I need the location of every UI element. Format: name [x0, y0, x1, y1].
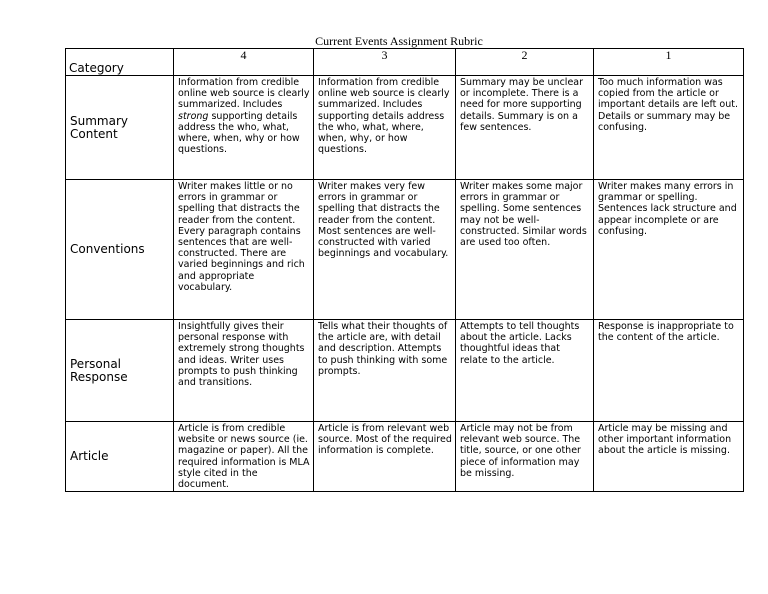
level-header-3: 3 — [314, 49, 456, 76]
category-label: Summary — [70, 113, 128, 128]
criteria-cell: Too much information was copied from the article or important details are left out. Details or summary may be confusing. — [594, 76, 744, 180]
criteria-cell: Response is inappropriate to the content of the article. — [594, 320, 744, 422]
rubric-table — [65, 48, 744, 492]
category-label: Response — [70, 369, 128, 384]
criteria-cell: Article may not be from relevant web source. The title, source, or one other piece of information may be missing. — [456, 422, 594, 492]
criteria-cell: Article is from credible website or news source (ie. magazine or paper). All the required information is MLA style cited in the document. — [174, 422, 314, 492]
criteria-cell: Writer makes many errors in grammar or spelling. Sentences lack structure and appear incomplete or are confusing. — [594, 180, 744, 320]
level-header-4: 4 — [174, 49, 314, 76]
criteria-cell: Writer makes little or no errors in grammar or spelling that distracts the reader from the content. Every paragraph contains sentences that are well-constructed. There are varied beginnings and rich and appropriate vocabulary. — [174, 180, 314, 320]
category-conventions: Conventions — [66, 180, 174, 320]
row-personal-response — [66, 320, 744, 422]
criteria-cell: Article may be missing and other important information about the article is missing. — [594, 422, 744, 492]
row-conventions — [66, 180, 744, 320]
category-article: Article — [66, 422, 174, 492]
criteria-cell: Insightfully gives their personal response with extremely strong thoughts and ideas. Writer uses prompts to push thinking and transitions. — [174, 320, 314, 422]
criteria-cell: Summary may be unclear or incomplete. There is a need for more supporting details. Summary is on a few sentences. — [456, 76, 594, 180]
category-header: Category — [66, 49, 174, 76]
criteria-cell: Writer makes very few errors in grammar or spelling that distracts the reader from the content. Most sentences are well-constructed with varied beginnings and vocabulary. — [314, 180, 456, 320]
level-header-1: 1 — [594, 49, 744, 76]
emphasis-text: strong — [178, 110, 209, 122]
level-header-2: 2 — [456, 49, 594, 76]
category-personal-response — [66, 320, 174, 422]
category-label: Content — [70, 126, 118, 141]
criteria-cell: Attempts to tell thoughts about the article. Lacks thoughtful ideas that relate to the article. — [456, 320, 594, 422]
rubric-title: Current Events Assignment Rubric — [315, 34, 483, 48]
criteria-cell: Information from credible online web source is clearly summarized. Includes strong supporting details address the who, what, where, when, why or how questions. — [174, 76, 314, 180]
criteria-cell: Tells what their thoughts of the article are, with detail and description. Attempts to push thinking with some prompts. — [314, 320, 456, 422]
category-label: Personal — [70, 356, 122, 371]
header-row — [66, 49, 744, 76]
criteria-cell: Article is from relevant web source. Most of the required information is complete. — [314, 422, 456, 492]
category-summary-content — [66, 76, 174, 180]
criteria-cell: Information from credible online web source is clearly summarized. Includes supporting details address the who, what, where, when, why, or how questions. — [314, 76, 456, 180]
row-summary-content — [66, 76, 744, 180]
row-article — [66, 422, 744, 492]
criteria-cell: Writer makes some major errors in grammar or spelling. Some sentences may not be well-constructed. Similar words are used too often. — [456, 180, 594, 320]
